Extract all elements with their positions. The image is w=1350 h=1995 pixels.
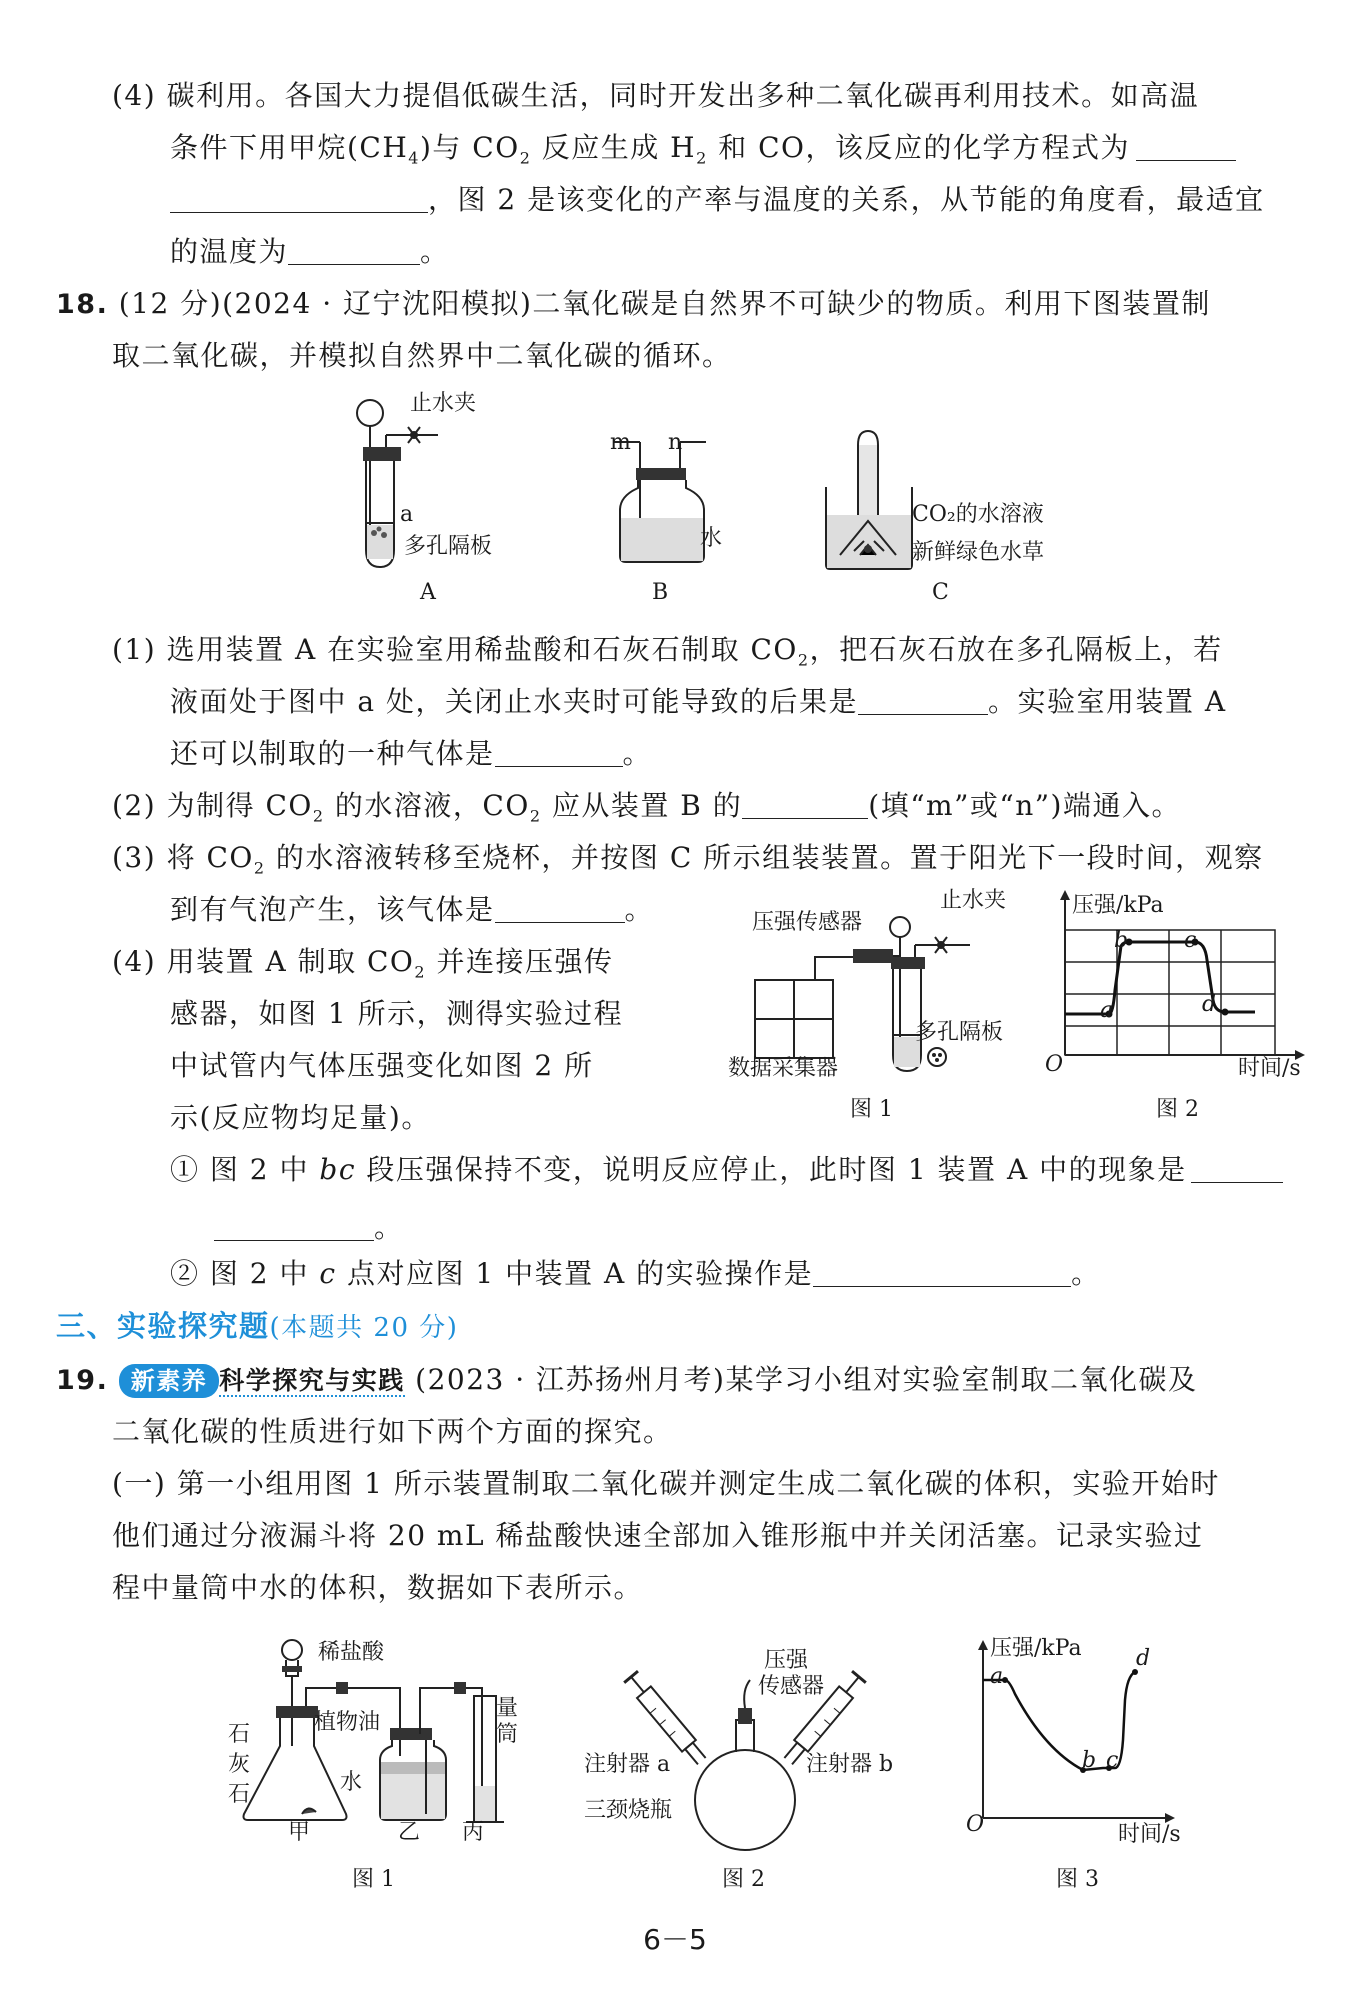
label-limestone: 石灰石 xyxy=(228,1722,251,1807)
page-number: 6－5 xyxy=(643,1923,707,1956)
q18-part4-sub2: ② 图 2 中 c 点对应图 1 中装置 A 的实验操作是 。 xyxy=(170,1257,1101,1290)
label-syringe-b: 注射器 b xyxy=(806,1752,894,1777)
graph19-x-axis-label: 时间/s xyxy=(1118,1822,1181,1847)
label-a-porous-plate: 多孔隔板 xyxy=(404,534,493,559)
q17-part4-line3: ，图 2 是该变化的产率与温度的关系，从节能的角度看，最适宜 xyxy=(170,180,1265,220)
graph19-origin: O xyxy=(966,1812,985,1837)
label-fig1-porous-plate: 多孔隔板 xyxy=(915,1020,1004,1045)
label-three-neck-flask: 三颈烧瓶 xyxy=(584,1798,673,1823)
label-fig2-pressure-sensor: 传感器 xyxy=(758,1674,825,1699)
label-bing: 丙 xyxy=(462,1820,485,1845)
q18-part3-line2: 到有气泡产生，该气体是 。 xyxy=(170,893,655,926)
graph18-origin: O xyxy=(1045,1052,1064,1077)
graph19-point-c: c xyxy=(1106,1748,1119,1773)
label-graduated-cylinder: 量筒 xyxy=(496,1696,519,1747)
label-c-water-plant: 新鲜绿色水草 xyxy=(912,540,1045,565)
caption-fig19-3: 图 3 xyxy=(1056,1867,1099,1892)
answer-blank-equation[interactable] xyxy=(1136,130,1236,161)
answer-blank-equation-cont[interactable] xyxy=(170,182,428,213)
answer-blank-temperature[interactable] xyxy=(288,234,420,265)
q17-part4-line4: 的温度为 。 xyxy=(170,235,450,268)
q18-part3-line1: (3) 将 $CO_2$ 的水溶液转移至烧杯，并按图 C 所示组装装置。置于阳光下一段时间，观察 xyxy=(112,841,1264,878)
q17-part4-line1: (4) 碳利用。各国大力提倡低碳生活，同时开发出多种二氧化碳再利用技术。如高温 xyxy=(112,79,1200,112)
q17-part4-line2: 条件下用甲烷$(CH_4)$与 $CO_2$ 反应生成 $H_2$ 和 CO，该反应的化学方程式为 xyxy=(170,128,1236,179)
answer-blank-phenomenon-cont[interactable] xyxy=(214,1210,374,1241)
q18-stem-line1: 18. (12 分)(2024 · 辽宁沈阳模拟)二氧化碳是自然界不可缺少的物质。利用下图装置制 xyxy=(56,287,1211,320)
graph18-point-d: d xyxy=(1202,992,1217,1017)
label-syringe-a: 注射器 a xyxy=(584,1752,671,1777)
graph18-y-axis-label: 压强/kPa xyxy=(1072,893,1164,918)
caption-fig19-2: 图 2 xyxy=(722,1867,765,1892)
label-water-19: 水 xyxy=(340,1770,363,1795)
caption-b: B xyxy=(652,580,669,605)
answer-blank-phenomenon[interactable] xyxy=(1191,1152,1283,1183)
label-data-collector: 数据采集器 xyxy=(728,1056,839,1081)
answer-blank-consequence[interactable] xyxy=(858,684,988,715)
q18-part1-line3: 还可以制取的一种气体是 。 xyxy=(170,737,653,770)
graph18-point-c: c xyxy=(1184,928,1197,953)
section-3-heading: 三、实验探究题(本题共 20 分) xyxy=(56,1309,459,1343)
q18-part4-line3: 中试管内气体压强变化如图 2 所 xyxy=(170,1049,594,1082)
label-b-n: n xyxy=(668,430,683,455)
q18-part4-line1: (4) 用装置 A 制取 $CO_2$ 并连接压强传 xyxy=(112,945,614,982)
q18-part1-line1: (1) 选用装置 A 在实验室用稀盐酸和石灰石制取 $CO_2$，把石灰石放在多孔隔板上，若 xyxy=(112,633,1223,670)
label-c-co2-solution: CO₂的水溶液 xyxy=(912,502,1044,527)
q19-stem-line1: 19. 新素养 科学探究与实践 (2023 · 江苏扬州月考)某学习小组对实验室制取二氧化碳及 xyxy=(56,1363,1198,1396)
label-a-water-clamp: 止水夹 xyxy=(410,391,477,416)
caption-c: C xyxy=(932,580,949,605)
graph19-point-b: b xyxy=(1082,1748,1097,1773)
label-vegetable-oil: 植物油 xyxy=(314,1710,381,1735)
label-b-m: m xyxy=(610,430,631,455)
new-literacy-badge: 新素养 xyxy=(119,1364,220,1398)
q18-part4-line2: 感器，如图 1 所示，测得实验过程 xyxy=(170,997,624,1030)
label-b-water: 水 xyxy=(700,526,723,551)
label-a-point-a: a xyxy=(400,502,414,527)
q18-stem-line2: 取二氧化碳，并模拟自然界中二氧化碳的循环。 xyxy=(112,339,732,372)
q18-part4-sub1-line1: ① 图 2 中 bc 段压强保持不变，说明反应停止，此时图 1 装置 A 中的现象是 xyxy=(170,1150,1283,1190)
label-pressure-sensor: 压强传感器 xyxy=(752,910,863,935)
graph19-point-d: d xyxy=(1136,1646,1151,1671)
q18-part2: (2) 为制得 $CO_2$ 的水溶液，$CO_2$ 应从装置 B 的 (填“m”或“n”)端通入。 xyxy=(112,789,1181,826)
caption-fig19-1: 图 1 xyxy=(352,1867,395,1892)
q19-part1-line1: (一) 第一小组用图 1 所示装置制取二氧化碳并测定生成二氧化碳的体积，实验开始时 xyxy=(112,1467,1220,1500)
answer-blank-inlet[interactable] xyxy=(742,788,868,819)
co2-collection-apparatus-diagram xyxy=(230,1636,530,1836)
label-yi: 乙 xyxy=(398,1820,421,1845)
label-fig1-water-clamp: 止水夹 xyxy=(940,888,1007,913)
graph18-x-axis-label: 时间/s xyxy=(1238,1056,1301,1081)
q19-part1-line2: 他们通过分液漏斗将 20 mL 稀盐酸快速全部加入锥形瓶中并关闭活塞。记录实验过 xyxy=(112,1519,1204,1552)
label-jia: 甲 xyxy=(288,1820,311,1845)
caption-a: A xyxy=(420,580,436,605)
graph18-point-a: a xyxy=(1100,998,1114,1023)
q19-stem-line2: 二氧化碳的性质进行如下两个方面的探究。 xyxy=(112,1415,673,1448)
answer-blank-operation[interactable] xyxy=(813,1256,1071,1287)
caption-fig18-2: 图 2 xyxy=(1156,1097,1199,1122)
answer-blank-gas[interactable] xyxy=(495,736,623,767)
apparatus-c-diagram xyxy=(820,425,920,575)
graph18-point-b: b xyxy=(1114,928,1129,953)
graph19-point-a: a xyxy=(990,1664,1004,1689)
q18-part1-line2: 液面处于图中 a 处，关闭止水夹时可能导致的后果是 。实验室用装置 A xyxy=(170,685,1227,718)
q19-part1-line3: 程中量筒中水的体积，数据如下表所示。 xyxy=(112,1571,644,1604)
q18-part4-line4: 示(反应物均足量)。 xyxy=(170,1101,431,1134)
q18-part4-sub1-line2: 。 xyxy=(214,1208,404,1248)
graph19-y-axis-label: 压强/kPa xyxy=(990,1636,1082,1661)
label-dilute-hcl: 稀盐酸 xyxy=(318,1640,385,1665)
label-fig2-pressure-sensor-line1: 压强 xyxy=(764,1648,809,1673)
answer-blank-bubble-gas[interactable] xyxy=(495,892,625,923)
caption-fig18-1: 图 1 xyxy=(850,1097,893,1122)
